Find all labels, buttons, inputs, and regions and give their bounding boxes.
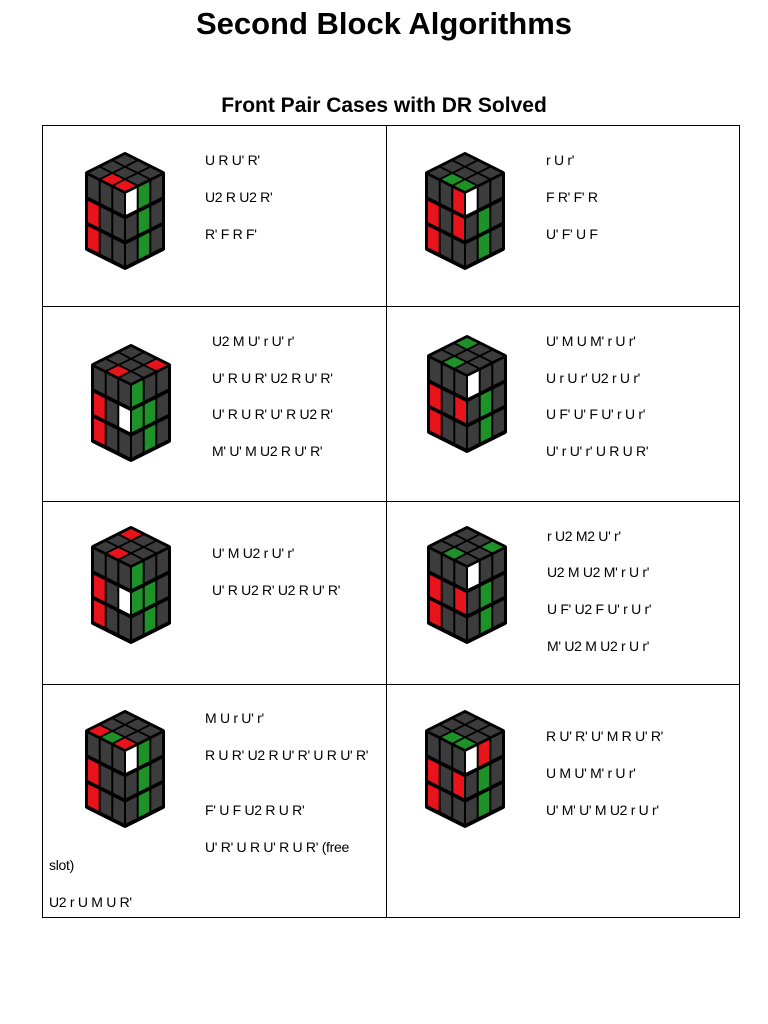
algorithm-4-3: U F' U' F U' r U r' <box>546 406 646 422</box>
cube-diagram-4 <box>407 331 527 463</box>
algorithm-8-3: U' M' U' M U2 r U r' <box>546 802 659 818</box>
algorithm-7-1: M U r U' r' <box>205 710 264 726</box>
algorithm-5-1: U' M U2 r U' r' <box>212 545 295 561</box>
algorithm-4-2: U r U r' U2 r U r' <box>546 370 641 386</box>
page-title: Second Block Algorithms <box>195 6 573 41</box>
algorithm-1-1: U R U' R' <box>205 152 260 168</box>
algorithm-7-4-continued: slot) <box>49 857 74 873</box>
cube-diagram-1 <box>65 148 185 280</box>
row-divider <box>43 306 739 307</box>
algorithm-6-2: U2 M U2 M' r U r' <box>547 564 650 580</box>
algorithm-5-2: U' R U2 R' U2 R U' R' <box>212 582 341 598</box>
algorithm-8-1: R U' R' U' M R U' R' <box>546 728 664 744</box>
algorithm-3-4: M' U' M U2 R U' R' <box>212 443 323 459</box>
algorithm-6-1: r U2 M2 U' r' <box>547 528 621 544</box>
algorithm-2-2: F R' F' R <box>546 189 598 205</box>
column-divider <box>386 126 387 917</box>
algorithm-1-3: R' F R F' <box>205 226 257 242</box>
algorithm-3-1: U2 M U' r U' r' <box>212 333 295 349</box>
algorithm-7-4: U' R' U R U' R U R' (free <box>205 839 349 855</box>
algorithm-3-2: U' R U R' U2 R U' R' <box>212 370 333 386</box>
algorithm-7-5: U2 r U M U R' <box>49 894 132 910</box>
cube-diagram-2 <box>405 148 525 280</box>
cube-diagram-7 <box>65 706 185 838</box>
algorithm-6-3: U F' U2 F U' r U r' <box>547 601 652 617</box>
algorithm-6-4: M' U2 M U2 r U r' <box>547 638 650 654</box>
cube-diagram-3 <box>71 340 191 472</box>
algorithm-4-4: U' r U' r' U R U R' <box>546 443 649 459</box>
algorithm-4-1: U' M U M' r U r' <box>546 333 636 349</box>
cube-diagram-8 <box>405 706 525 838</box>
cases-table <box>42 125 740 918</box>
algorithm-3-3: U' R U R' U' R U2 R' <box>212 406 333 422</box>
section-subtitle: Front Pair Cases with DR Solved <box>221 94 547 117</box>
algorithm-1-2: U2 R U2 R' <box>205 189 273 205</box>
row-divider <box>43 501 739 502</box>
algorithm-7-2: R U R' U2 R U' R' U R U' R' <box>205 747 369 763</box>
row-divider <box>43 684 739 685</box>
cube-diagram-5 <box>71 522 191 654</box>
algorithm-2-3: U' F' U F <box>546 226 598 242</box>
algorithm-2-1: r U r' <box>546 152 575 168</box>
algorithm-7-3: F' U F U2 R U R' <box>205 802 305 818</box>
cube-diagram-6 <box>407 522 527 654</box>
algorithm-8-2: U M U' M' r U r' <box>546 765 636 781</box>
